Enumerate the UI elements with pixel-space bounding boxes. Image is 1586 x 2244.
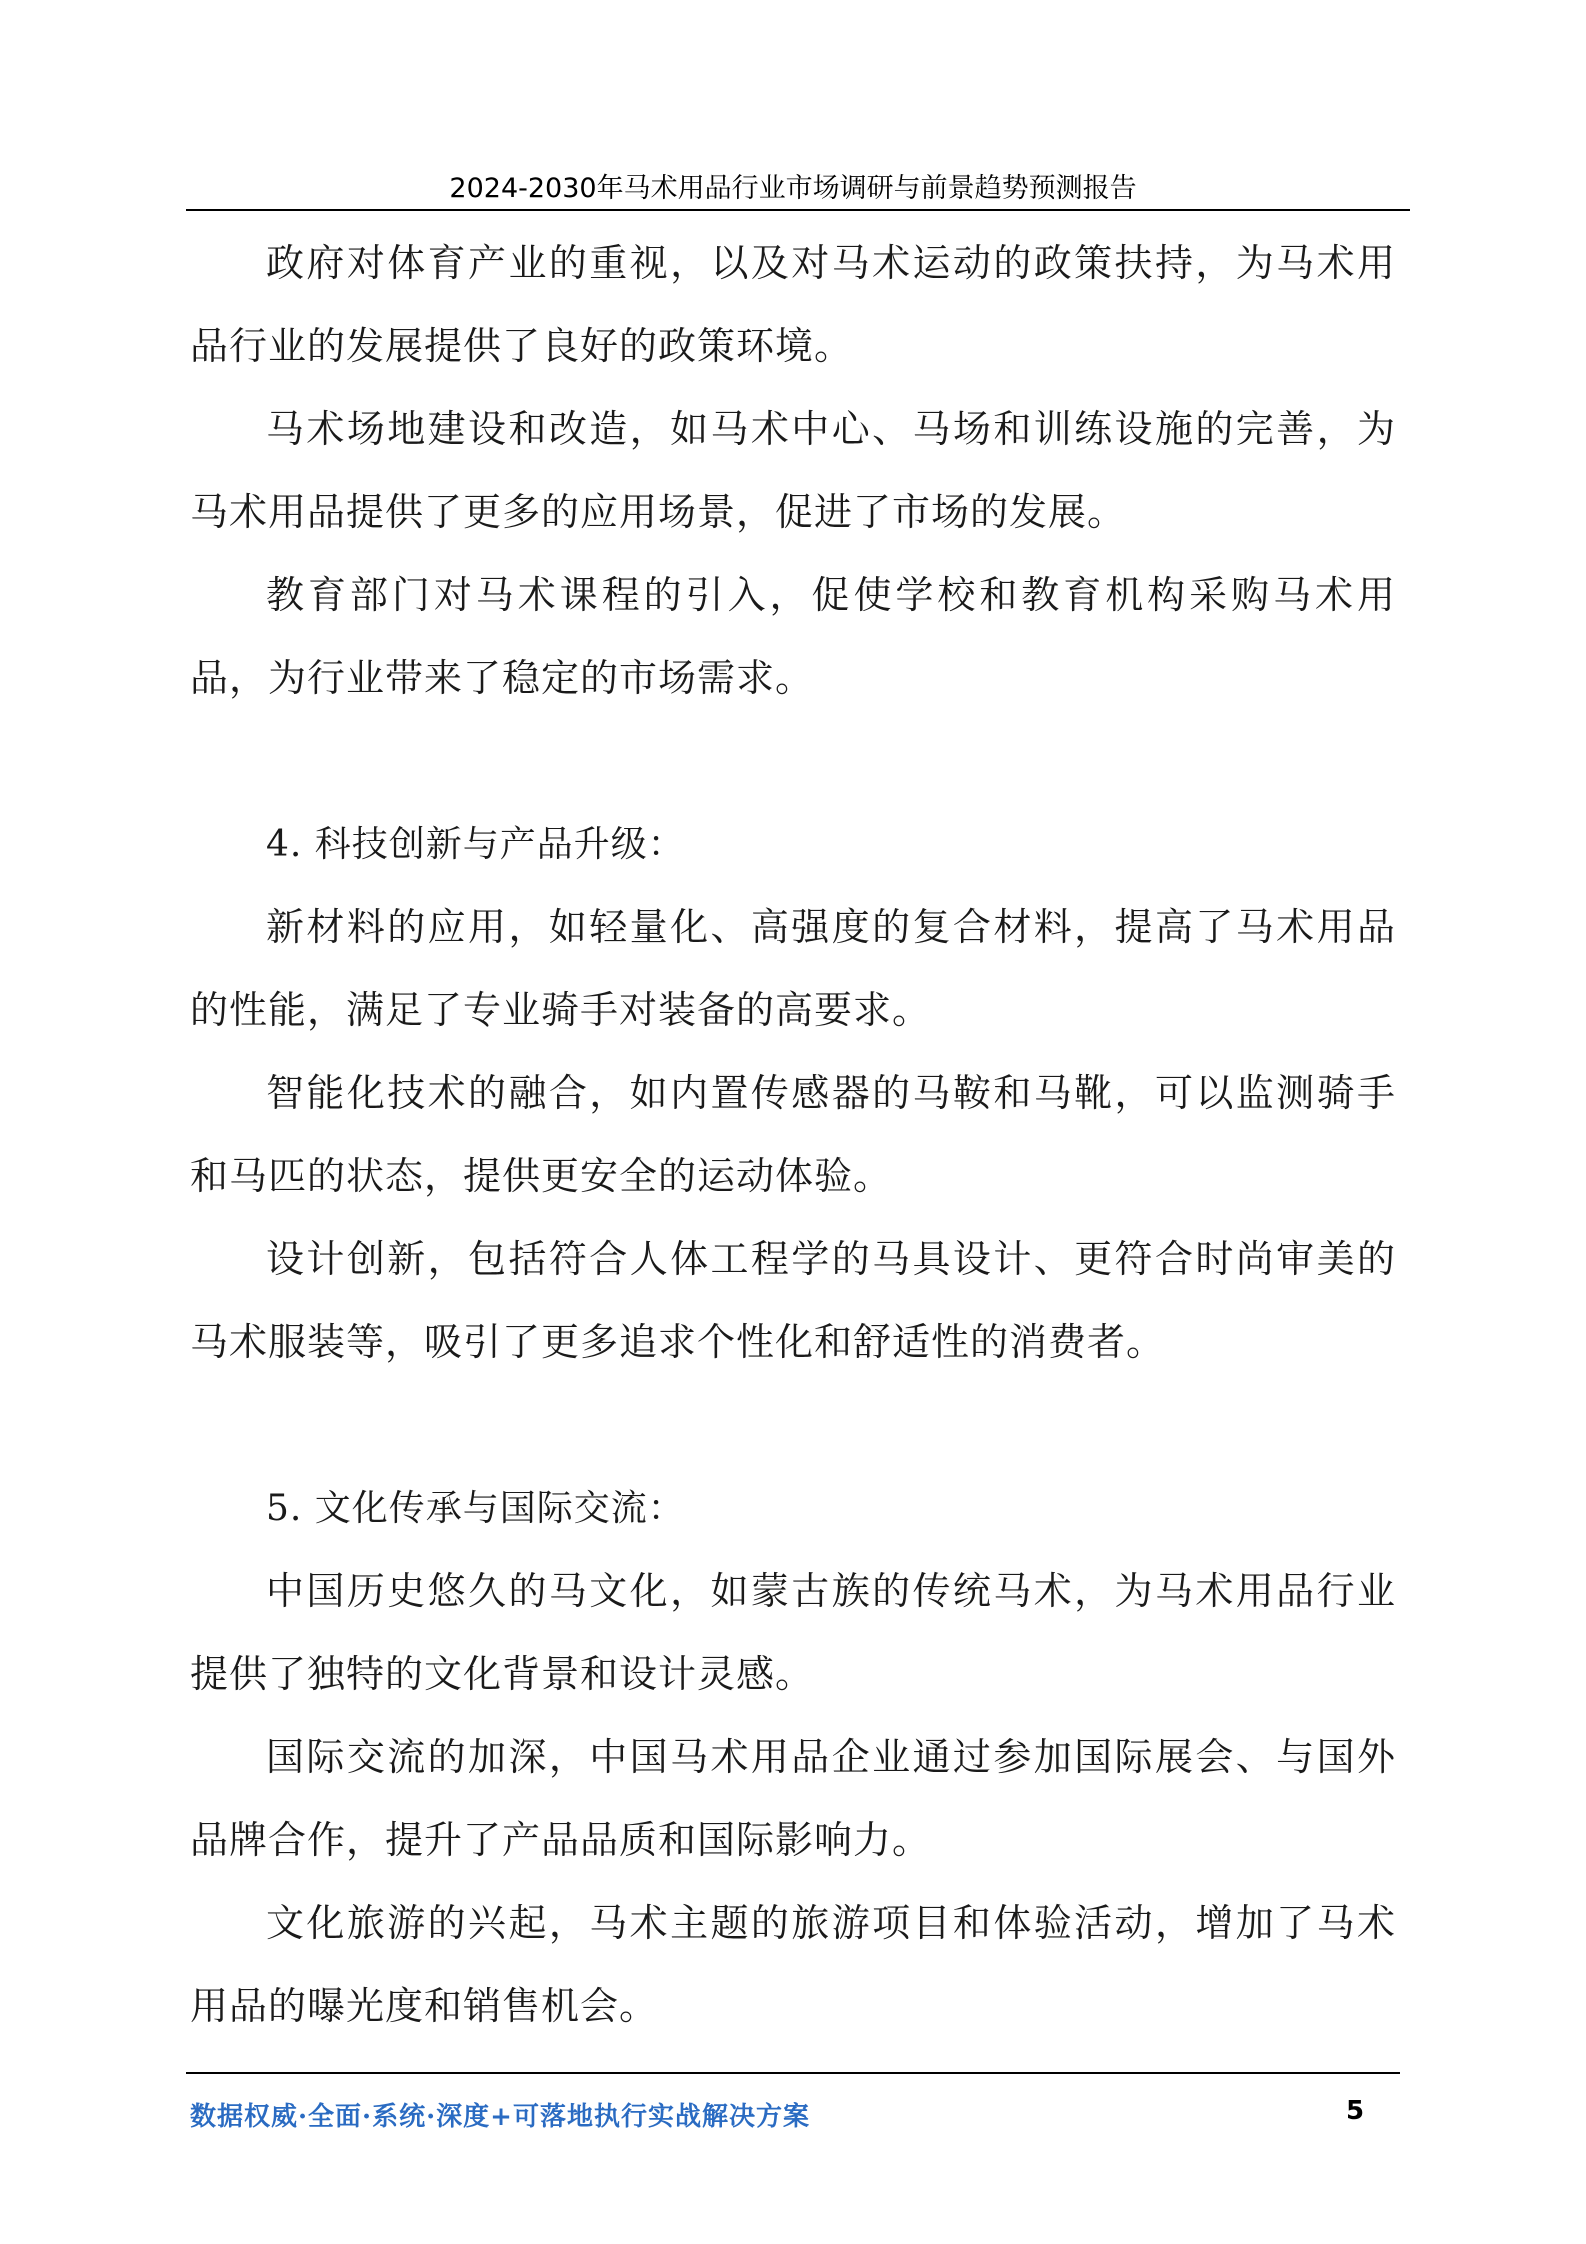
paragraph-smart-tech: 智能化技术的融合，如内置传感器的马鞍和马靴，可以监测骑手和马匹的状态，提供更安全的运动体验。 [190,1071,1396,1198]
section-heading-5: 5. 文化传承与国际交流： [266,1488,685,1529]
footer-divider [186,2072,1400,2074]
page-number: 5 [1346,2096,1365,2126]
paragraph-horse-culture: 中国历史悠久的马文化，如蒙古族的传统马术，为马术用品行业提供了独特的文化背景和设计灵感。 [190,1569,1396,1696]
paragraph-new-materials: 新材料的应用，如轻量化、高强度的复合材料，提高了马术用品的性能，满足了专业骑手对装备的高要求。 [190,905,1396,1032]
paragraph-education: 教育部门对马术课程的引入，促使学校和教育机构采购马术用品，为行业带来了稳定的市场需求。 [190,573,1396,700]
paragraph-cultural-tourism: 文化旅游的兴起，马术主题的旅游项目和体验活动，增加了马术用品的曝光度和销售机会。 [190,1901,1396,2028]
report-title: 2024-2030年马术用品行业市场调研与前景趋势预测报告 [449,173,1137,204]
body-content [190,222,1396,2048]
footer-slogan: 数据权威·全面·系统·深度+可落地执行实战解决方案 [190,2102,810,2132]
paragraph-venue-construction: 马术场地建设和改造，如马术中心、马场和训练设施的完善，为马术用品提供了更多的应用场景，促进了市场的发展。 [190,407,1396,534]
section-heading-4: 4. 科技创新与产品升级： [266,824,685,865]
header-divider [186,209,1410,211]
paragraph-policy-support: 政府对体育产业的重视，以及对马术运动的政策扶持，为马术用品行业的发展提供了良好的政策环境。 [190,241,1396,368]
paragraph-international-exchange: 国际交流的加深，中国马术用品企业通过参加国际展会、与国外品牌合作，提升了产品品质和国际影响力。 [190,1735,1396,1862]
section-spacer [190,1384,1396,1467]
section-spacer [190,720,1396,803]
paragraph-design-innovation: 设计创新，包括符合人体工程学的马具设计、更符合时尚审美的马术服装等，吸引了更多追求个性化和舒适性的消费者。 [190,1237,1396,1364]
